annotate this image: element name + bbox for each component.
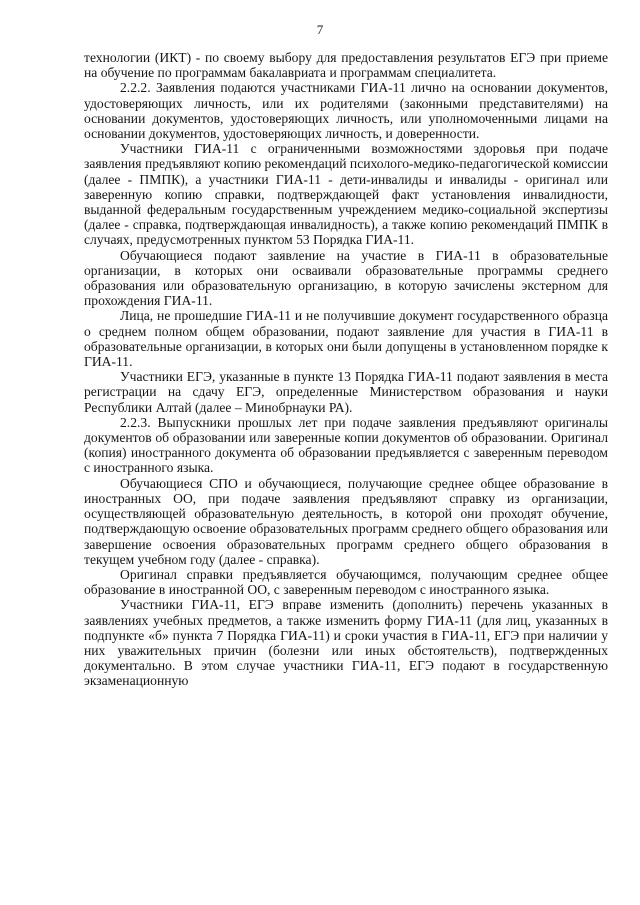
paragraph-certificate-original: Оригинал справки предъявляется обучающимся, получающим среднее общее образование в иностранной ОО, с заверенным переводом с иностранного языка. xyxy=(84,566,608,598)
paragraph-continuation-ikt: технологии (ИКТ) - по своему выбору для предоставления результатов ЕГЭ при приеме на обучение по программам бакалавриата и программам специалитета. xyxy=(84,50,608,81)
paragraph-2-2-2: 2.2.2. Заявления подаются участниками ГИА-11 лично на основании документов, удостоверяющих личность, или их родителями (законными представителями) на основании документов, удостоверяющих личность, или уполномоченными лицами на основании документов, удостоверяющих личность, и доверенности. xyxy=(84,80,608,142)
paragraph-failed-persons: Лица, не прошедшие ГИА-11 и не получившие документ государственного образца о среднем полном общем образовании, подают заявление для участия в ГИА-11 в образовательные организации, в которых они были допущены в установленном порядке к ГИА-11. xyxy=(84,308,608,370)
page-number: 7 xyxy=(316,22,324,37)
paragraph-students-application: Обучающиеся подают заявление на участие в ГИА-11 в образовательные организации, в которых они осваивали образовательные программы среднего образования или образовательную организацию, в которую зачислены экстерном для прохождения ГИА-11. xyxy=(84,247,608,309)
paragraph-spo-students: Обучающиеся СПО и обучающиеся, получающие среднее общее образование в иностранных ОО, при подаче заявления предъявляют справку из организации, осуществляющей образовательную деятельность, в которой они проходят обучение, подтверждающую освоение образовательных программ среднего общего образования или завершение освоения образовательных программ среднего общего образования в текущем учебном году (далее - справка). xyxy=(84,475,608,567)
paragraph-ege-participants: Участники ЕГЭ, указанные в пункте 13 Порядка ГИА-11 подают заявления в места регистрации на сдачу ЕГЭ, определенные Министерством образования и науки Республики Алтай (далее – Минобрнауки РА). xyxy=(84,369,608,415)
paragraph-disabled-participants: Участники ГИА-11 с ограниченными возможностями здоровья при подаче заявления предъявляют копию рекомендаций психолого-медико-педагогической комиссии (далее - ПМПК), а участники ГИА-11 - дети-инвалиды и инвалиды - оригинал или заверенную копию справки, подтверждающей факт установления инвалидности, выданной федеральным государственным учреждением медико-социальной экспертизы (далее - справка, подтверждающая инвалидность), а также копию рекомендаций ПМПК в случаях, предусмотренных пунктом 53 Порядка ГИА-11. xyxy=(84,141,608,248)
paragraph-change-subjects: Участники ГИА-11, ЕГЭ вправе изменить (дополнить) перечень указанных в заявлениях учебных предметов, а также изменить форму ГИА-11 (для лиц, указанных в подпункте «б» пункта 7 Порядка ГИА-11) и сроки участия в ГИА-11, ЕГЭ при наличии у них уважительных причин (болезни или иных обстоятельств), подтвержденных документально. В этом случае участники ГИА-11, ЕГЭ подают в государственную экзаменационную xyxy=(84,597,608,689)
document-body xyxy=(84,50,608,689)
paragraph-2-2-3: 2.2.3. Выпускники прошлых лет при подаче заявления предъявляют оригиналы документов об образовании или заверенные копии документов об образовании. Оригинал (копия) иностранного документа об образовании предъявляется с заверенным переводом с иностранного языка. xyxy=(84,414,608,476)
